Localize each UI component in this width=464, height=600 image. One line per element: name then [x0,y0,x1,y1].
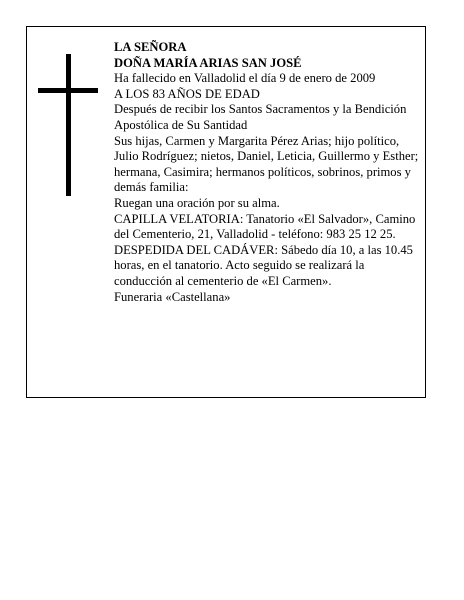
obituary-text [114,40,422,305]
sacraments-line: Después de recibir los Santos Sacramentos y la Bendición Apostólica de Su Santidad [114,102,407,132]
cross-vertical-bar [66,54,71,196]
cross-horizontal-bar [38,88,98,93]
cross-icon [38,54,98,196]
family-line: Sus hijas, Carmen y Margarita Pérez Arias; hijo político, Julio Rodríguez; nietos, Daniel, Leticia, Guillermo y Esther; hermana, Casimira; hermanos políticos, sobrinos, primos y demás familia: [114,133,419,195]
farewell-info: DESPEDIDA DEL CADÁVER: Sábedo día 10, a las 10.45 horas, en el tanatorio. Acto seguido se realizará la conducción al cementerio de «El Carmen». [114,242,413,288]
deceased-name: DOÑA MARÍA ARIAS SAN JOSÉ [114,55,302,70]
age-line: A LOS 83 AÑOS DE EDAD [114,86,260,101]
chapel-info: CAPILLA VELATORIA: Tanatorio «El Salvador», Camino del Cementerio, 21, Valladolid - teléfono: 983 25 12 25. [114,211,416,242]
funeral-home: Funeraria «Castellana» [114,289,231,304]
title-line: LA SEÑORA [114,40,187,54]
death-info: Ha fallecido en Valladolid el día 9 de enero de 2009 [114,71,376,86]
prayer-request: Ruegan una oración por su alma. [114,195,280,210]
